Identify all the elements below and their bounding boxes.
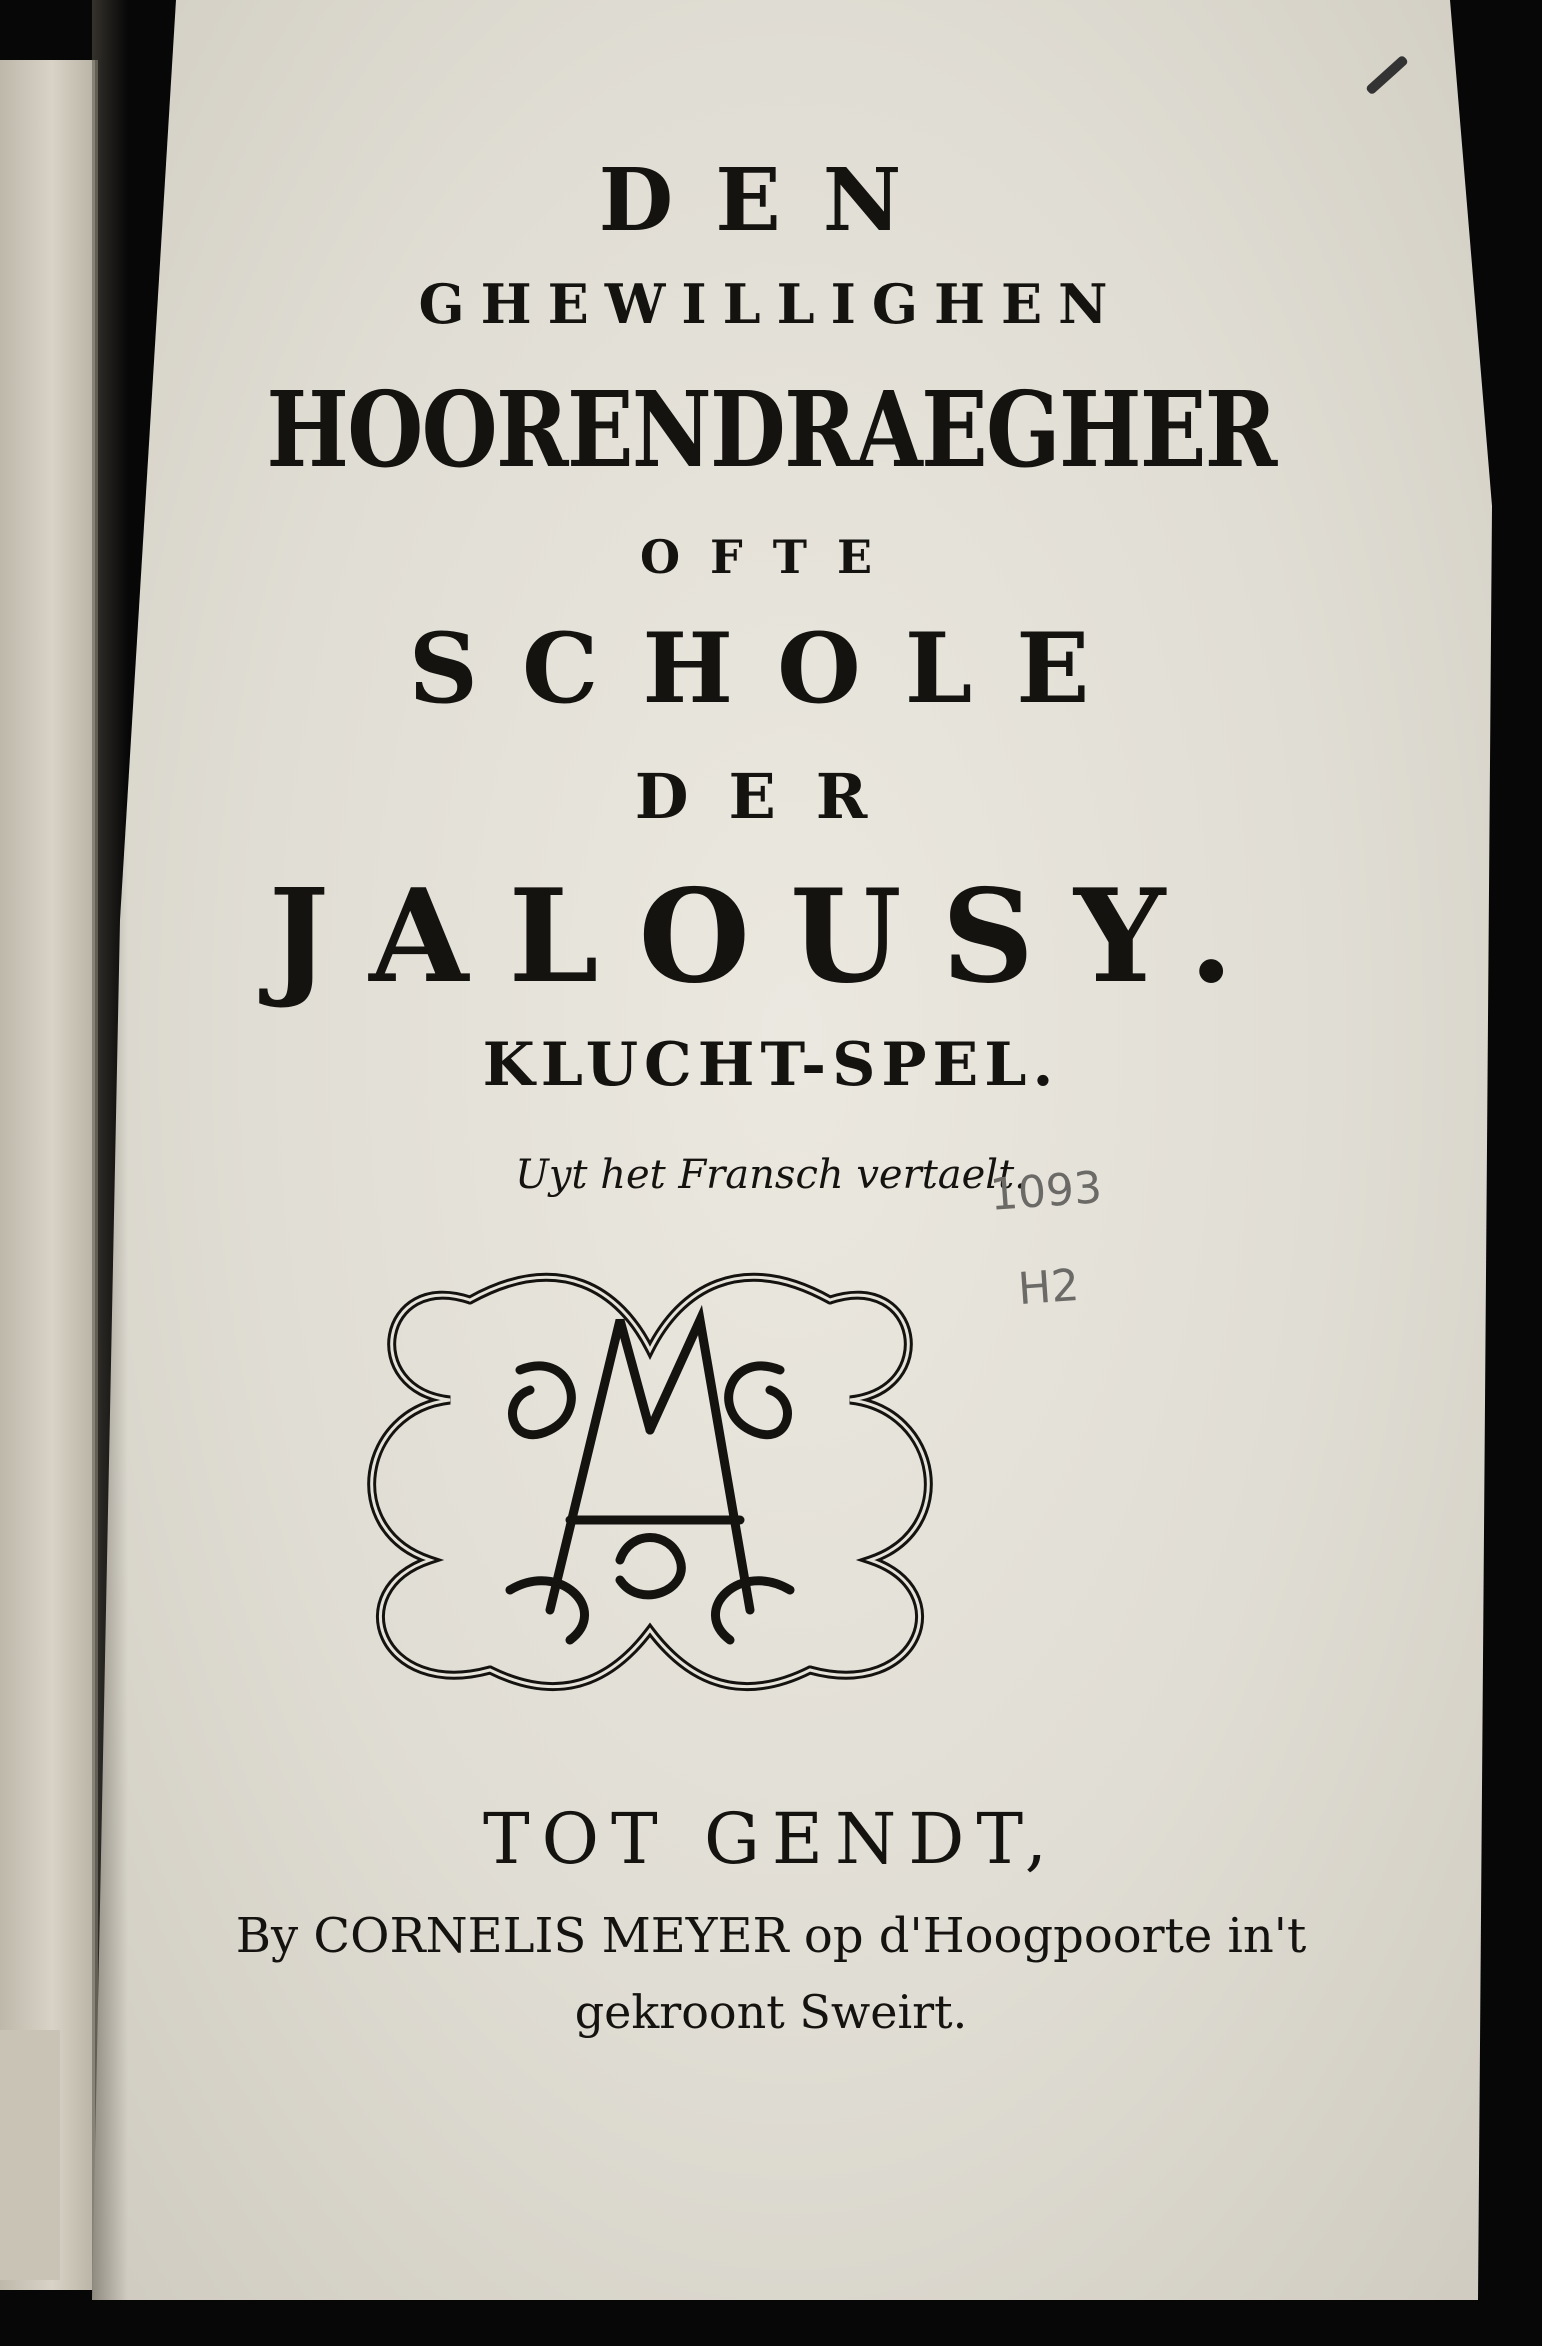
pencil-shelfmark-number: 1093 <box>988 1162 1104 1221</box>
title-line-ghewillighen: GHEWILLIGHEN <box>418 272 1124 336</box>
imprint-shop-sign: gekroont Sweirt. <box>574 1985 968 2039</box>
title-line-schole: SCHOLE <box>408 612 1134 725</box>
translation-note: Uyt het Fransch vertaelt. <box>515 1152 1027 1198</box>
imprint-place: TOT GENDT, <box>482 1798 1060 1880</box>
title-line-der: DER <box>634 760 908 833</box>
title-line-ofte: OFTE <box>639 530 903 584</box>
left-page-corner <box>0 2030 60 2280</box>
title-line-den: DEN <box>598 150 944 251</box>
imprint-printer: By CORNELIS MEYER op d'Hoogpoorte in't <box>235 1908 1307 1964</box>
pencil-shelfmark-code: H2 <box>1016 1259 1081 1316</box>
genre-line: KLUCHT-SPEL. <box>482 1030 1060 1100</box>
title-line-jalousy: JALOUSY. <box>268 862 1274 1012</box>
monogram-ornament-icon <box>320 1230 980 1730</box>
title-line-hoorendraegher: HOORENDRAEGHER <box>266 368 1276 491</box>
